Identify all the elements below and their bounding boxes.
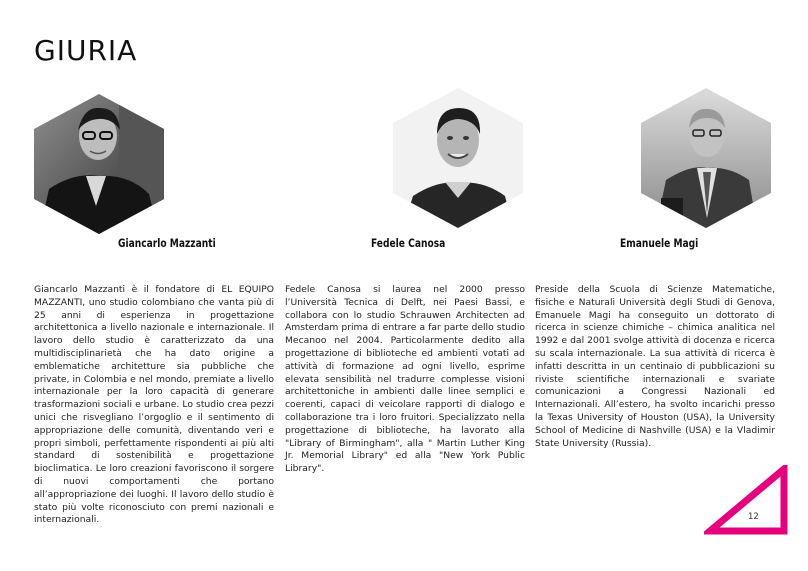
portrait-emanuele-magi bbox=[641, 88, 771, 228]
juror-name-2: Fedele Canosa bbox=[371, 236, 446, 250]
juror-name-3: Emanuele Magi bbox=[620, 236, 699, 250]
corner-triangle-decoration bbox=[704, 465, 792, 537]
portrait-giancarlo-mazzanti bbox=[34, 94, 164, 234]
juror-name-1: Giancarlo Mazzanti bbox=[118, 236, 216, 250]
page-title: GIURIA bbox=[34, 34, 138, 67]
juror-bio-3: Preside della Scuola di Scienze Matematiche, fisiche e Naturali Università degli Studi di Genova, Emanuele Magi ha conseguito un dottorato di ricerca in scienze chimiche – chimica analitica nel 1992 e dal 2001 svolge attività di docenza e ricerca su scala internazionale. La sua attività di ricerca è infatti descritta in un centinaio di pubblicazioni su riviste scientifiche internazionali e svariate comunicazioni a Congressi Nazionali ed Internazionali. All’estero, ha svolto incarichi presso la Texas University of Houston (USA), la University School of Medicine di Nashville (USA) e la Vladimir State University (Russia). bbox=[535, 284, 775, 449]
juror-bio-2: Fedele Canosa si laurea nel 2000 presso l’Università Tecnica di Delft, nei Paesi Bassi, e collabora con lo studio Schrauwen Architecten ad Amsterdam prima di entrare a far parte dello studio Mecanoo nel 2004. Particolarmente dedito alla progettazione di biblioteche ed ambienti votati ad attività di formazione ad ogni livello, esprime elevata sensibilità nel tradurre complesse visioni architettoniche in ambienti dalle linee semplici e coerenti, capaci di veicolare rapporti di dialogo e collaborazione tra i loro fruitori. Specializzato nella progettazione di biblioteche, ha lavorato alla "Library of Birmingham", alla " Martin Luther King Jr. Memorial Library" ed alla "New York Public Library". bbox=[285, 284, 525, 475]
page-number: 12 bbox=[748, 512, 759, 522]
juror-bio-1: Giancarlo Mazzanti è il fondatore di EL EQUIPO MAZZANTI, uno studio colombiano che vanta più di 25 anni di esperienza in progettazione architettonica a livello nazionale e internazionale. Il lavoro dello studio è caratterizzato da una multidisciplinarietà che ha dato origine a emblematiche architetture sia pubbliche che private, in Colombia e nel mondo, premiate a livello internazionale per la loro capacità di generare trasformazioni sociali e urbane. Lo studio crea pezzi unici che risvegliano l’orgoglio e il sentimento di appropriazione delle comunità, diventando veri e propri simboli, perfettamente rispondenti ai più alti standard di sostenibilità e progettazione bioclimatica. Le loro creazioni favoriscono il sorgere di nuovi comportamenti che portano all’appropriazione dei luoghi. Il lavoro dello studio è stato più volte riconosciuto con premi nazionali e internazionali. bbox=[34, 284, 274, 526]
portrait-fedele-canosa bbox=[393, 88, 523, 228]
